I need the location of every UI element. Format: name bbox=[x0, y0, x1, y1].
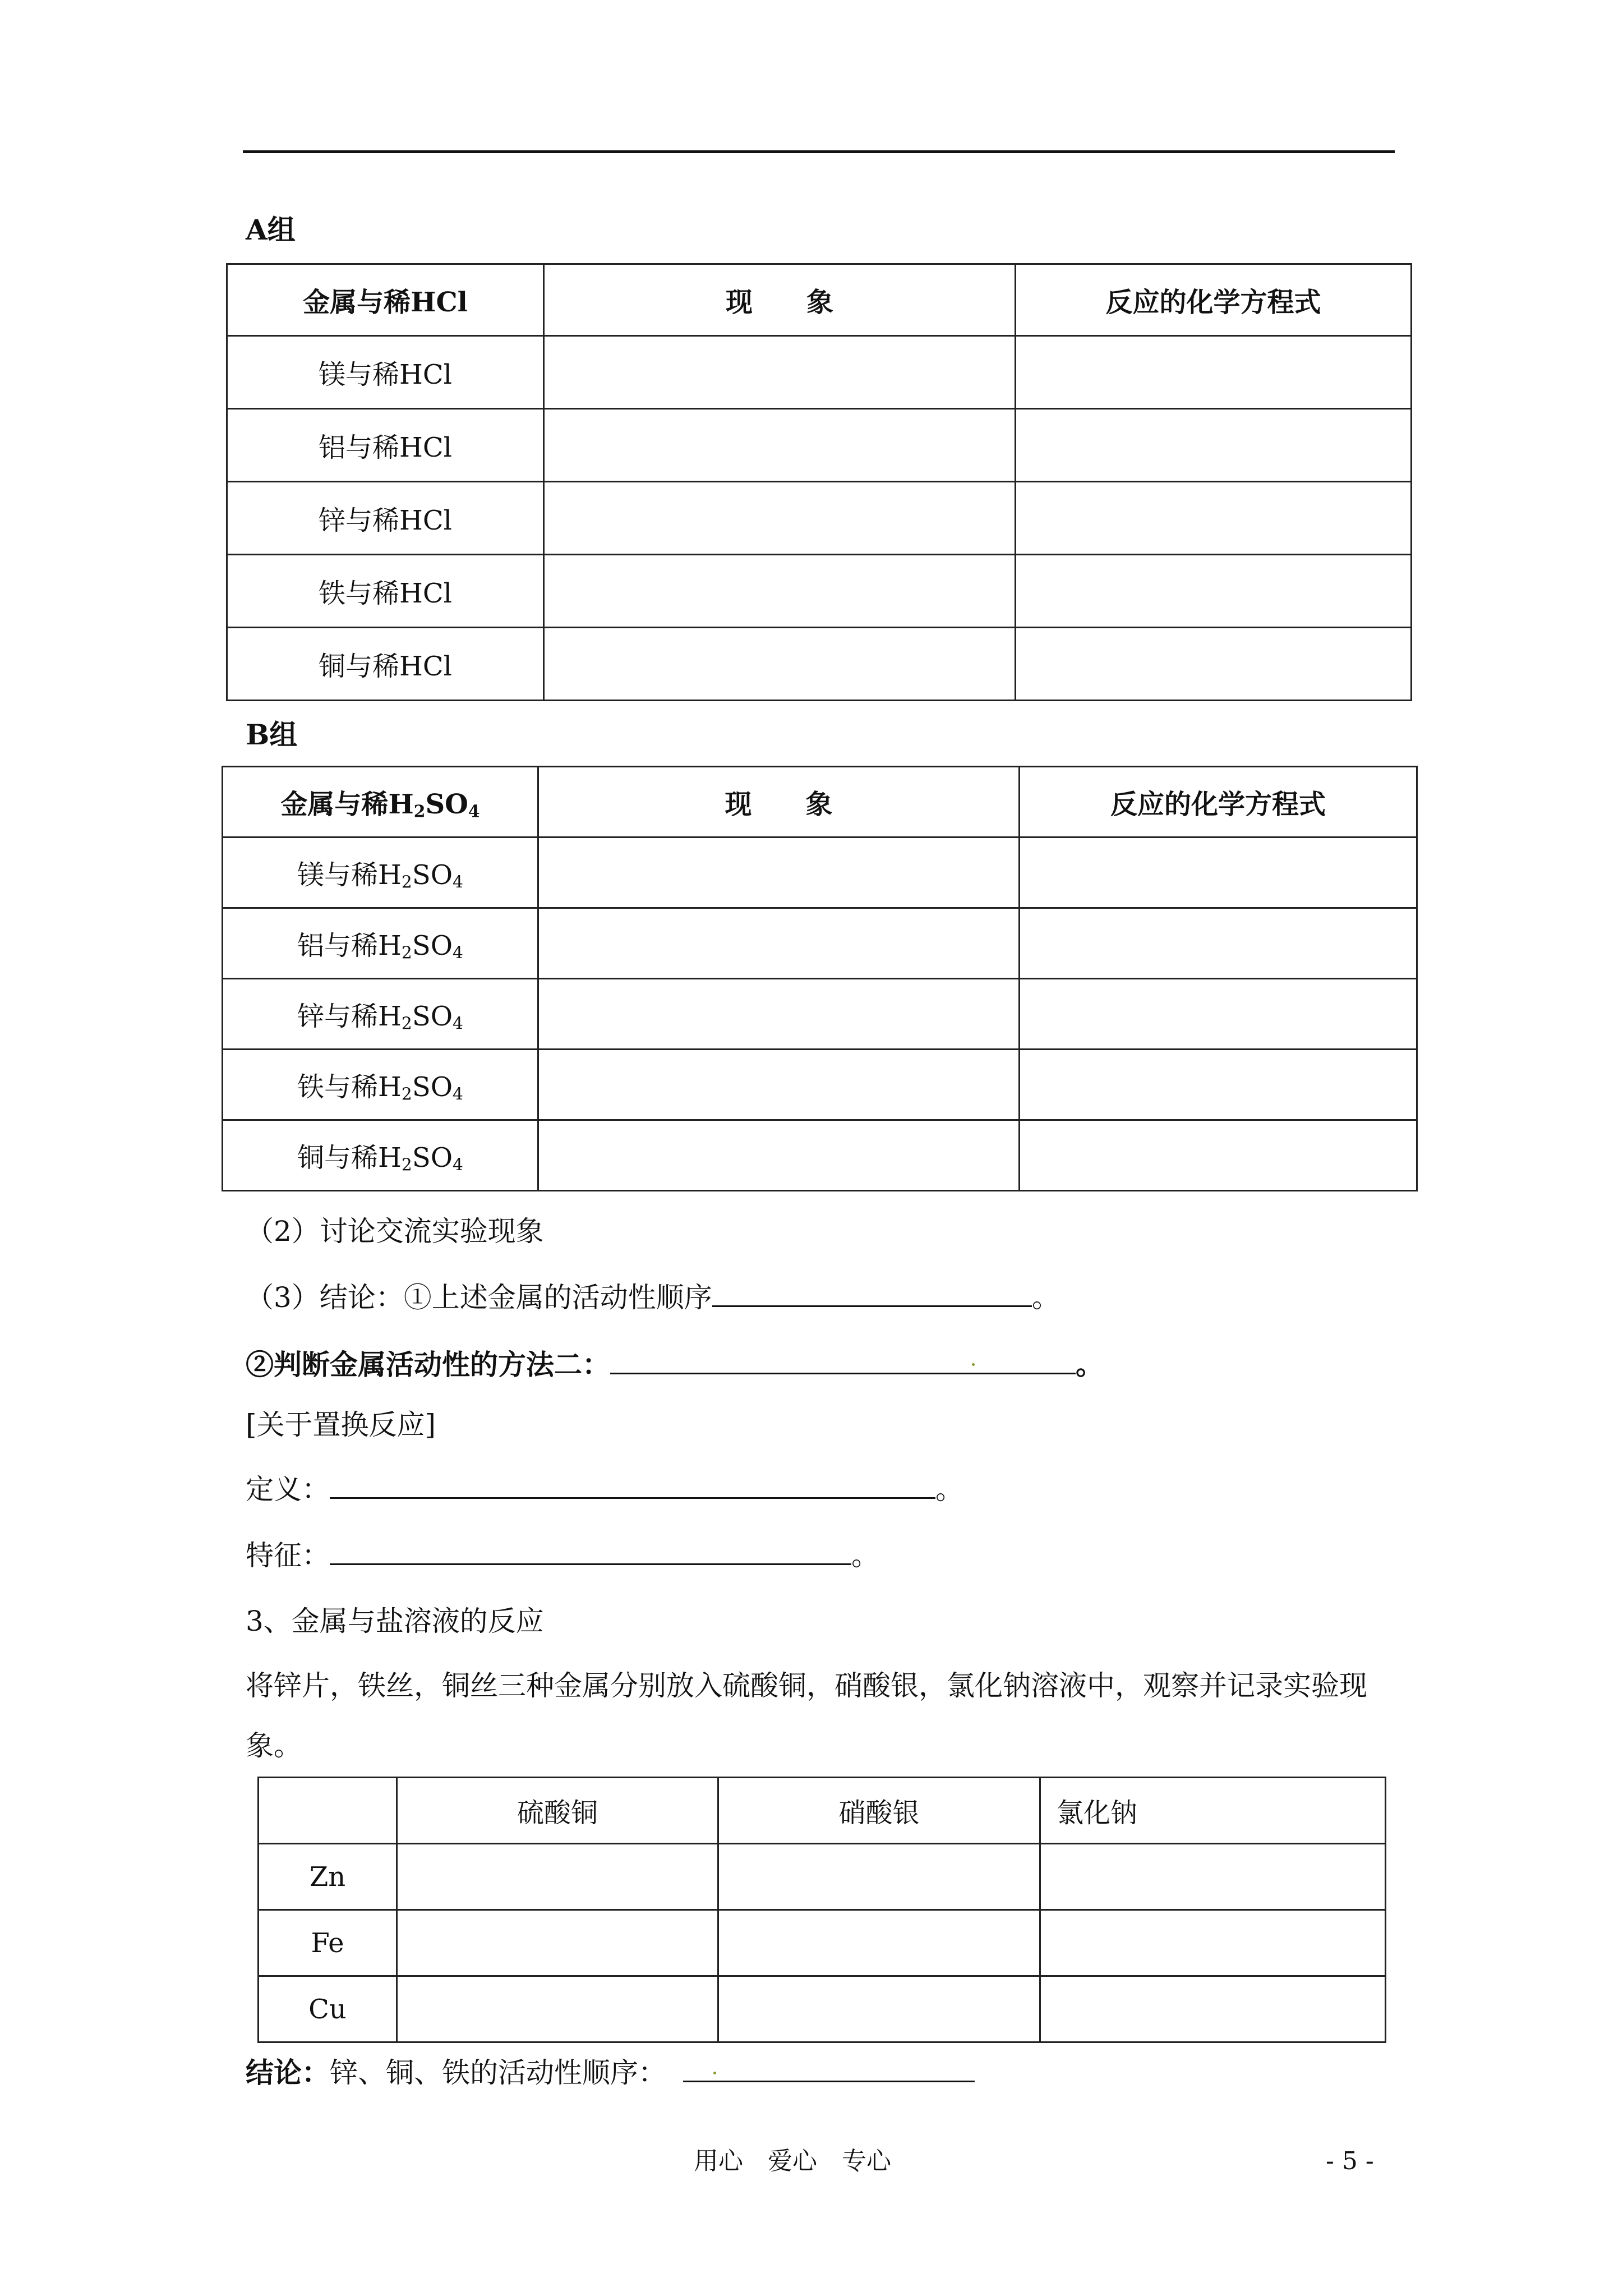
col-header-silver-nitrate: 硝酸银 bbox=[718, 1778, 1040, 1844]
footer-motto: 用心 爱心 专心 bbox=[694, 2147, 891, 2175]
phenomenon-cell[interactable] bbox=[538, 908, 1020, 979]
phenomenon-cell[interactable] bbox=[538, 979, 1020, 1050]
col-header-phenomenon: 现 象 bbox=[538, 767, 1020, 838]
phenomenon-cell[interactable] bbox=[544, 409, 1016, 482]
phenomenon-cell[interactable] bbox=[538, 1050, 1020, 1120]
row-label: 铜与稀$H_2SO_4$ bbox=[223, 1120, 538, 1191]
result-cell[interactable] bbox=[718, 1844, 1040, 1910]
equation-cell[interactable] bbox=[1016, 409, 1412, 482]
result-cell[interactable] bbox=[1040, 1976, 1386, 2042]
col-header-metal: 金属与稀$H_2SO_4$ bbox=[223, 767, 538, 838]
phenomenon-cell[interactable] bbox=[544, 555, 1016, 628]
col-header-equation: 反应的化学方程式 bbox=[1020, 767, 1417, 838]
col-header-copper-sulfate: 硫酸铜 bbox=[397, 1778, 718, 1844]
paragraph-line-1: 将锌片，铁丝，铜丝三种金属分别放入硫酸铜，硝酸银，氯化钠溶液中，观察并记录实验现 bbox=[246, 1669, 1367, 1702]
period: 。 bbox=[851, 1539, 879, 1572]
item-2-text: （2）讨论交流实验现象 bbox=[246, 1215, 544, 1248]
method-2-text: ②判断金属活动性的方法二： bbox=[246, 1348, 610, 1381]
period: 。 bbox=[1076, 1348, 1104, 1381]
method-2-line bbox=[246, 1348, 1104, 1382]
phenomenon-cell[interactable] bbox=[544, 628, 1016, 701]
conclusion-text: 锌、铜、铁的活动性顺序： bbox=[330, 2056, 666, 2089]
equation-cell[interactable] bbox=[1020, 838, 1417, 908]
stray-dot bbox=[972, 1363, 975, 1366]
phenomenon-cell[interactable] bbox=[538, 838, 1020, 908]
row-label: 锌与稀HCl bbox=[227, 482, 544, 555]
col-header-phenomenon: 现 象 bbox=[544, 264, 1016, 336]
result-cell[interactable] bbox=[397, 1844, 718, 1910]
method-2-blank[interactable] bbox=[610, 1348, 1076, 1374]
row-label: 铁与稀$H_2SO_4$ bbox=[223, 1050, 538, 1120]
group-a-table bbox=[226, 263, 1412, 701]
corner-cell bbox=[259, 1778, 397, 1844]
row-label: 铝与稀$H_2SO_4$ bbox=[223, 908, 538, 979]
phenomenon-cell[interactable] bbox=[544, 482, 1016, 555]
row-label: 铁与稀HCl bbox=[227, 555, 544, 628]
group-b-title: B组 bbox=[246, 718, 298, 751]
page-number: - 5 - bbox=[1326, 2147, 1374, 2175]
row-label-fe: Fe bbox=[259, 1910, 397, 1976]
result-cell[interactable] bbox=[718, 1976, 1040, 2042]
activity-order-blank[interactable] bbox=[712, 1281, 1032, 1307]
definition-blank[interactable] bbox=[330, 1473, 935, 1499]
row-label: 镁与稀HCl bbox=[227, 336, 544, 409]
equation-cell[interactable] bbox=[1016, 628, 1412, 701]
row-label: 锌与稀$H_2SO_4$ bbox=[223, 979, 538, 1050]
period: 。 bbox=[935, 1473, 963, 1506]
row-label: 镁与稀$H_2SO_4$ bbox=[223, 838, 538, 908]
result-cell[interactable] bbox=[397, 1976, 718, 2042]
stray-dot bbox=[713, 2072, 716, 2074]
row-label: 铝与稀HCl bbox=[227, 409, 544, 482]
equation-cell[interactable] bbox=[1016, 482, 1412, 555]
definition-label: 定义： bbox=[246, 1473, 330, 1506]
result-cell[interactable] bbox=[397, 1910, 718, 1976]
header-rule bbox=[243, 150, 1395, 153]
conclusion-label: 结论： bbox=[246, 2056, 330, 2089]
equation-cell[interactable] bbox=[1020, 979, 1417, 1050]
feature-line bbox=[246, 1539, 879, 1572]
col-header-metal: 金属与稀HCl bbox=[227, 264, 544, 336]
salt-reaction-table bbox=[257, 1777, 1386, 2043]
row-label-cu: Cu bbox=[259, 1976, 397, 2042]
equation-cell[interactable] bbox=[1016, 555, 1412, 628]
feature-label: 特征： bbox=[246, 1539, 330, 1572]
group-b-table bbox=[222, 766, 1418, 1191]
col-header-equation: 反应的化学方程式 bbox=[1016, 264, 1412, 336]
result-cell[interactable] bbox=[1040, 1844, 1386, 1910]
equation-cell[interactable] bbox=[1020, 1050, 1417, 1120]
paragraph-line-2: 象。 bbox=[246, 1729, 302, 1762]
section-3-heading: 3、金属与盐溶液的反应 bbox=[246, 1605, 544, 1637]
displacement-heading: [关于置换反应] bbox=[246, 1409, 436, 1441]
conclusion-blank[interactable] bbox=[683, 2056, 975, 2082]
group-a-title: A组 bbox=[246, 213, 296, 246]
row-label-zn: Zn bbox=[259, 1844, 397, 1910]
equation-cell[interactable] bbox=[1020, 908, 1417, 979]
equation-cell[interactable] bbox=[1020, 1120, 1417, 1191]
phenomenon-cell[interactable] bbox=[538, 1120, 1020, 1191]
feature-blank[interactable] bbox=[330, 1539, 851, 1565]
definition-line bbox=[246, 1473, 963, 1506]
period: 。 bbox=[1031, 1281, 1060, 1314]
phenomenon-cell[interactable] bbox=[544, 336, 1016, 409]
result-cell[interactable] bbox=[1040, 1910, 1386, 1976]
result-cell[interactable] bbox=[718, 1910, 1040, 1976]
item-3-line bbox=[246, 1281, 1060, 1314]
item-3-text: （3）结论：①上述金属的活动性顺序 bbox=[246, 1281, 712, 1314]
conclusion-line bbox=[246, 2056, 975, 2090]
row-label: 铜与稀HCl bbox=[227, 628, 544, 701]
equation-cell[interactable] bbox=[1016, 336, 1412, 409]
col-header-sodium-chloride: 氯化钠 bbox=[1040, 1778, 1386, 1844]
